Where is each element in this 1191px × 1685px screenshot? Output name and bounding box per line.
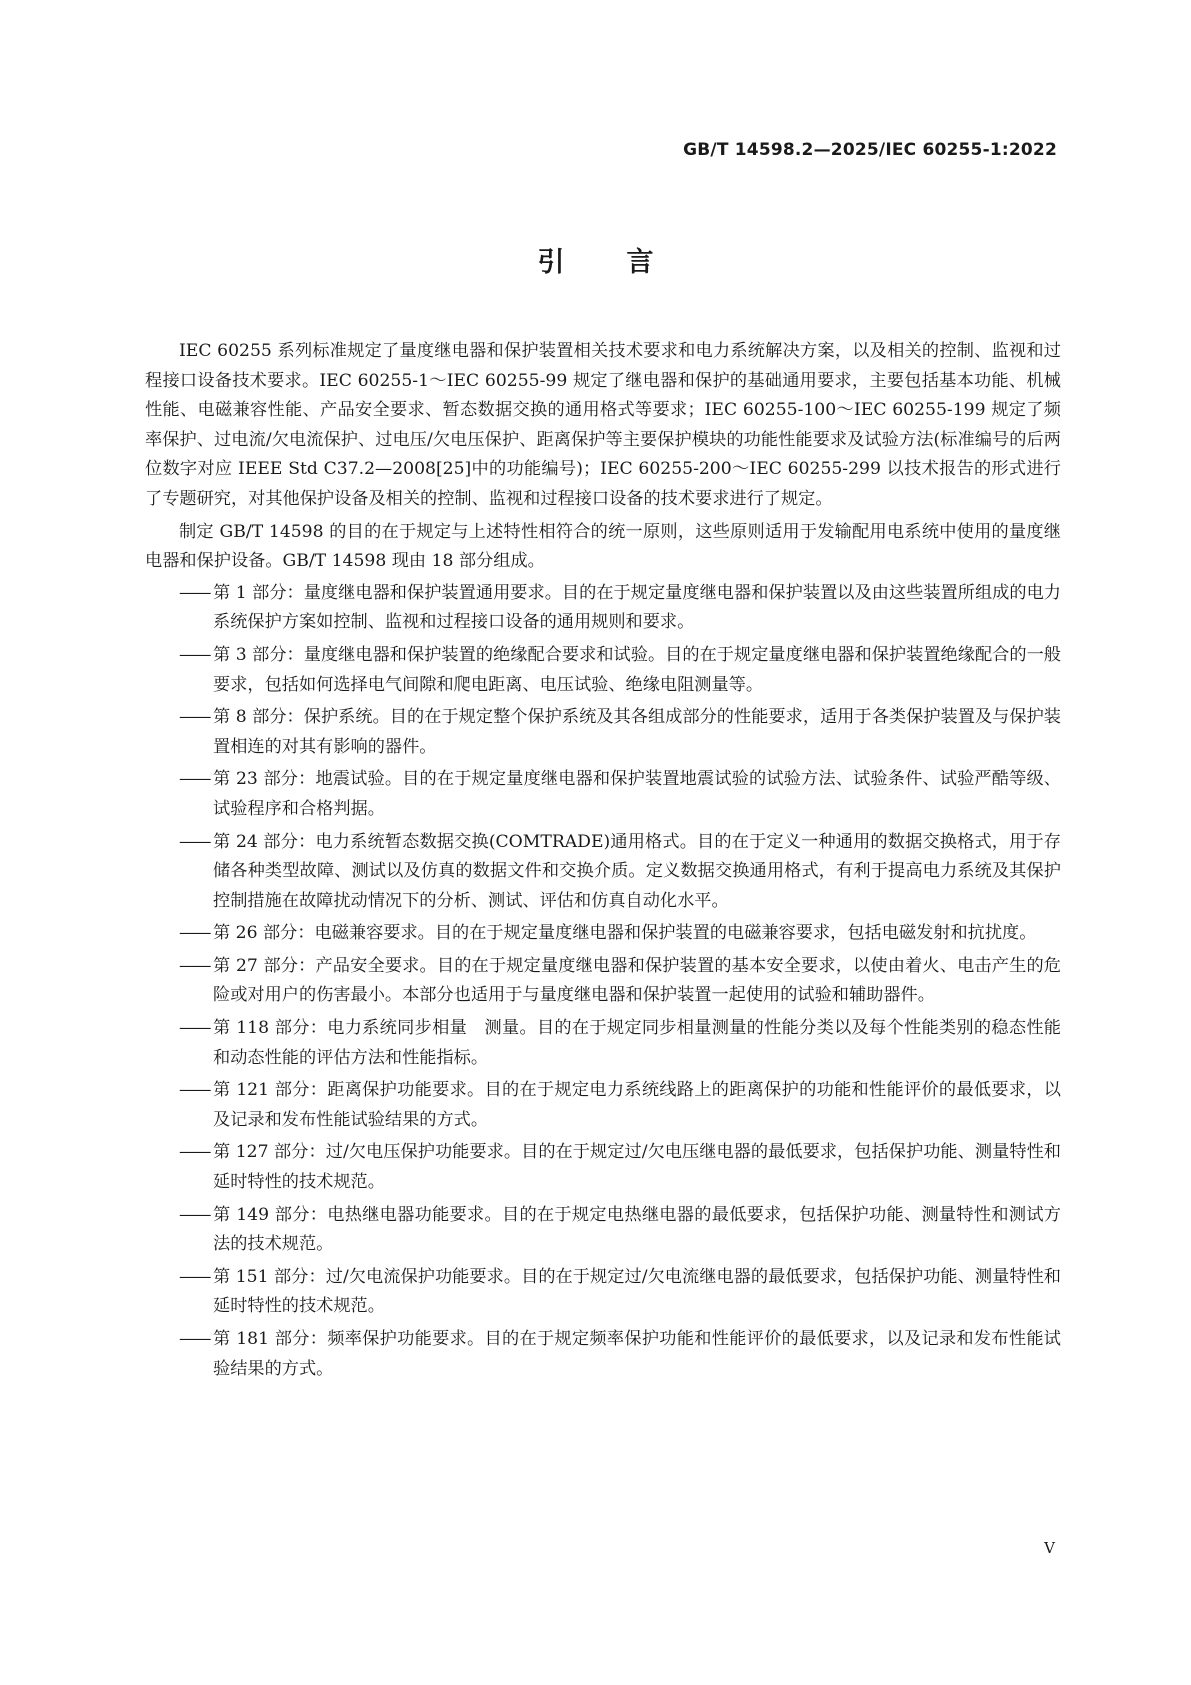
body-text (145, 337, 1061, 1387)
intro-paragraph-1: IEC 60255 系列标准规定了量度继电器和保护装置相关技术要求和电力系统解决方案，以及相关的控制、监视和过程接口设备技术要求。IEC 60255-1～IEC 60255-99 规定了继电器和保护的基础通用要求，主要包括基本功能、机械性能、电磁兼容性能、产品安全要求、暂态数据交换的通用格式等要求；IEC 60255-100～IEC 60255-199 规定了频率保护、过电流/欠电流保护、过电压/欠电压保护、距离保护等主要保护模块的功能性能要求及试验方法(标准编号的后两位数字对应 IEEE Std C37.2—2008[25]中的功能编号)；IEC 60255-200～IEC 60255-299 以技术报告的形式进行了专题研究，对其他保护设备及相关的控制、监视和过程接口设备的技术要求进行了规定。 (145, 341, 1061, 509)
list-item-part-151 (145, 1263, 1061, 1322)
list-item-part-118 (145, 1014, 1061, 1073)
list-item-part-3 (145, 641, 1061, 700)
list-dash: —— (179, 1266, 210, 1287)
list-item-text: 第 27 部分：产品安全要求。目的在于规定量度继电器和保护装置的基本安全要求，以使由着火、电击产生的危险或对用户的伤害最小。本部分也适用于与量度继电器和保护装置一起使用的试验和辅助器件。 (213, 955, 1061, 1006)
list-dash: —— (179, 923, 210, 944)
list-item-text: 第 151 部分：过/欠电流保护功能要求。目的在于规定过/欠电流继电器的最低要求，包括保护功能、测量特性和延时特性的技术规范。 (213, 1266, 1061, 1317)
list-item-part-26 (145, 919, 1061, 949)
list-item-part-121 (145, 1076, 1061, 1135)
list-item-text: 第 26 部分：电磁兼容要求。目的在于规定量度继电器和保护装置的电磁兼容要求，包括电磁发射和抗扰度。 (213, 923, 1037, 944)
list-item-part-127 (145, 1138, 1061, 1197)
page-number: V (1044, 1539, 1055, 1557)
list-item-text: 第 23 部分：地震试验。目的在于规定量度继电器和保护装置地震试验的试验方法、试验条件、试验严酷等级、试验程序和合格判据。 (213, 769, 1061, 819)
list-item-part-8 (145, 703, 1061, 762)
list-item-text: 第 3 部分：量度继电器和保护装置的绝缘配合要求和试验。目的在于规定量度继电器和保护装置绝缘配合的一般要求，包括如何选择电气间隙和爬电距离、电压试验、绝缘电阻测量等。 (213, 644, 1061, 695)
list-dash: —— (179, 707, 210, 728)
list-dash: —— (179, 831, 210, 852)
list-item-text: 第 118 部分：电力系统同步相量 测量。目的在于规定同步相量测量的性能分类以及每个性能类别的稳态性能和动态性能的评估方法和性能指标。 (213, 1018, 1061, 1068)
list-item-text: 第 8 部分：保护系统。目的在于规定整个保护系统及其各组成部分的性能要求，适用于各类保护装置及与保护装置相连的对其有影响的器件。 (213, 707, 1061, 757)
list-item-part-23 (145, 765, 1061, 824)
list-dash: —— (179, 582, 210, 603)
list-dash: —— (179, 1080, 210, 1101)
intro-paragraph-2: 制定 GB/T 14598 的目的在于规定与上述特性相符合的统一原则，这些原则适用于发输配用电系统中使用的量度继电器和保护设备。GB/T 14598 现由 18 部分组成。 (145, 521, 1061, 572)
list-item-part-27 (145, 952, 1061, 1011)
standard-number: GB/T 14598.2—2025/IEC 60255-1:2022 (683, 140, 1057, 160)
list-dash: —— (179, 644, 210, 665)
list-dash: —— (179, 955, 210, 976)
list-dash: —— (179, 1204, 210, 1225)
list-item-text: 第 24 部分：电力系统暂态数据交换(COMTRADE)通用格式。目的在于定义一种通用的数据交换格式，用于存储各种类型故障、测试以及仿真的数据文件和交换介质。定义数据交换通用格式，有利于提高电力系统及其保护控制措施在故障扰动情况下的分析、测试、评估和仿真自动化水平。 (213, 831, 1061, 911)
list-item-text: 第 181 部分：频率保护功能要求。目的在于规定频率保护功能和性能评价的最低要求，以及记录和发布性能试验结果的方式。 (213, 1329, 1061, 1379)
list-dash: —— (179, 1018, 210, 1039)
list-dash: —— (179, 1142, 210, 1163)
list-item-text: 第 127 部分：过/欠电压保护功能要求。目的在于规定过/欠电压继电器的最低要求，包括保护功能、测量特性和延时特性的技术规范。 (213, 1142, 1061, 1193)
parts-list (145, 579, 1061, 1384)
list-item-text: 第 1 部分：量度继电器和保护装置通用要求。目的在于规定量度继电器和保护装置以及由这些装置所组成的电力系统保护方案如控制、监视和过程接口设备的通用规则和要求。 (213, 582, 1061, 633)
list-dash: —— (179, 769, 210, 790)
list-item-part-181 (145, 1325, 1061, 1384)
list-item-part-149 (145, 1201, 1061, 1260)
list-item-part-24 (145, 828, 1061, 917)
list-item-text: 第 121 部分：距离保护功能要求。目的在于规定电力系统线路上的距离保护的功能和性能评价的最低要求，以及记录和发布性能试验结果的方式。 (213, 1080, 1061, 1130)
list-dash: —— (179, 1329, 210, 1349)
page-title: 引言 (537, 247, 716, 278)
list-item-part-1 (145, 579, 1061, 638)
list-item-text: 第 149 部分：电热继电器功能要求。目的在于规定电热继电器的最低要求，包括保护功能、测量特性和测试方法的技术规范。 (213, 1204, 1061, 1255)
